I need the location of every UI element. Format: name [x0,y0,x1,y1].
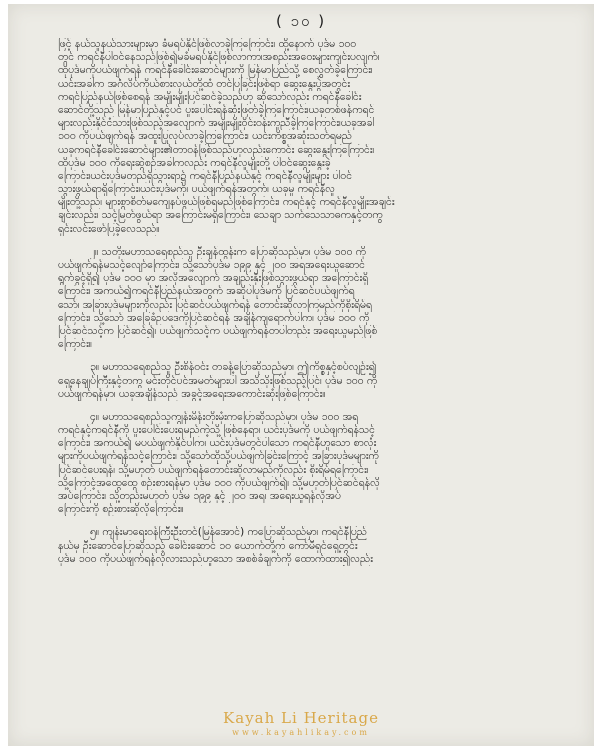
watermark-title: Kayah Li Heritage [223,709,379,727]
text-line: အပ်ကြောင်း၊ သို့တည်းမဟုတ် ပုဒ်မ ၁၉၉ နှင့် ၂၀၀ အရ၊ အရေးယူရန်လိုအပ် [58,490,341,502]
text-line: ယခုကရင်နီခေါင်းဆောင်များ၏တာဝန်ဖြစ်သည်ဟုလည်းကောင်း ဆွေးနွေးကြကြောင်း၊ [58,143,375,156]
text-line: ပြင်ဆင်ပေးရန်၊ သို့မဟုတ် ပယ်ဖျက်ရန်တောင်းဆိုလာမည်ကိုလည်း စိုးရိမ်ရကြောင်း၊ [58,463,369,476]
text-line: ၄။ မဟာသရေစည်သူကျွန်းမိန်းတိုးမုံးကပြောဆိုသည်မှာ၊ ပုဒ်မ ၁၀၀ အရ [90,410,359,423]
text-line: ပယ်ဖျက်ရန်မသင့်လျော်ကြောင်း၊ သို့သော်ပုဒ်မ ၁၉၉ နှင့် ၂၀၀ အရအရေးယူဆောင် [58,259,365,271]
text-line: ရွက်ခွင့်ရှိ၍ ပုဒ်မ ၁၀၀ မှာ အလိုအလျောက် အချည်းနှီးဖြစ်သွားဖွယ်ရာ အကြောင်းရှိ [58,272,369,285]
text-line: ၁၀၀ ကိုပယ်ဖျက်ရန် အထူးပြုလုပ်လာခဲ့ကြကြောင်း၊ ယင်းကိစ္စအဆုံးသတ်ရမည် [58,130,353,143]
paragraph-2 [58,246,564,352]
text-line: သော်၊ အခြားပုဒ်မများကိုလည်း ပြင်ဆင်ပယ်ဖျက်ရန် တောင်းဆိုလာကြမည်ကိုစိုးရိမ်ရ [58,298,373,311]
text-line: ကြောင်း။ [58,338,92,351]
text-line: ဖြင့် နယ်သူနယ်သားများမှာ ခံမရပ်နိုင်ဖြစ်လာခဲ့ကြကြောင်း၊ ထို့နောက် ပုဒ်မ ၁၀၀ [58,38,357,50]
text-line: ကြောင်း၊ အကယ်၍ကရင်နီပြည်နယ်အတွက် အဆိုပါပုဒ်မကို ပြင်ဆင်ပယ်ဖျက်ရ [58,285,355,298]
paragraph-4 [58,411,564,517]
text-line: များလည်းနိုင်ငံသားဖြစ်သည့်အလျောက် အမျိုးမျိုးဝိုင်းဝန်းကူညီခဲ့ကြကြောင်း၊ယခုအခါ [58,117,375,130]
paragraph-5 [58,526,564,566]
text-line: ရှေ့နေချုပ်ကြီးနှင့်တကွ မင်းတိုင်ပင်အမတ်များပါ အသိသိုးဖြစ်သည့်ပြင်၊ ပုဒ်မ ၁၀၀ ကို [58,374,378,387]
text-line: တွင် ကရင်နီပါဝင်နေသည်ဖြစ်၍မခံမရပ်နိုင်ဖြစ်လာကာ၊အစည်းအဝေးများကျင်းပလျက်၊ [58,51,380,64]
document-body [58,38,564,576]
text-line: ချင်းလည်း၊ သင့်မြတ်ဖွယ်ရာ အကြောင်းမရှိကြောင်း၊ သေချာ သက်သေသာဓကနှင့်တကွ [58,209,383,222]
text-line: ၃။ မဟာသရေစည်သူ ဦးစိန်ဝင်း တခန့်ပြောဆိုသည်မှာ၊ ဤကိစ္စနှင့်စပ်လျဉ်း၍ [90,361,377,374]
text-line: ပယ်ဖျက်ရန်မှာ၊ ယခုအချိန်သည် အခွင့်အရေးအကောင်းဆုံးဖြစ်ကြောင်း။ [58,387,326,400]
text-line: ကြောင်း၊ယင်းပုဒ်မတည်ရှိသွားရာ၌ ကရင်နီပြည်နယ်နှင့် ကရင်နီလူမျိုးများ ပါဝင် [58,169,353,182]
page-number: ( ၁၀ ) [275,12,327,30]
text-line: ကရင်နှင့်ကရင်နီကို ပူးပေါင်းပေးရမည်ကဲ့သို့ ဖြစ်နေရာ၊ ယင်းပုဒ်မကို ပယ်ဖျက်ရန်သင့် [58,424,375,437]
text-line: ပြင်ဆင်သင့်က ပြင်ဆင်၍၊ ပယ်ဖျက်သင့်က ပယ်ဖျက်ရန်တပါတည်း အရေးယူမည်ဖြစ် [58,324,378,337]
text-line: မျိုးတို့သည်၊ များစွာစိတ်မကျေနပ်ဖွယ်ဖြစ်ရမည်ဖြစ်ကြောင်း၊ ကရင်နှင့် ကရင်နီလူမျိုးအချင်း [58,196,395,209]
watermark-url: www.kayahlikay.com [232,728,370,737]
text-line: ထိုပုဒ်မ ၁၀၀ ကိုရေးဆွဲစဉ်အခါကလည်း ကရင်နီလူမျိုးတို့ ပါဝင်ဆွေးနွေးခဲ့ [58,156,331,169]
text-line: ဆောင်တို့သည် မြန်မာပြည်နှင့်ပင် ပူးပေါင်းရန်ဆုံးဖြတ်ခဲ့ကြကြောင်း၊ယခုတစ်ဖန်ကရင် [58,103,375,116]
text-line: ကရင်ပြည်နယ်ဖြစ်စေရန် အမျိုးမျိုးပြင်ဆင်ခဲ့သည်ဟု ဆိုသော်လည်း ကရင်နီခေါင်း [58,90,362,103]
text-line: ရှင်းလင်းဖော်ပြခဲ့လေသည်။ [58,222,160,235]
text-line: ၅။ ကျန်းမာရေးဝန်ကြီးဦးတင်(မြန်အောင်) ကပြောဆိုသည်မှာ၊ ကရင်နီပြည် [90,526,368,539]
paragraph-1 [58,38,564,236]
text-line: ကြောင်း၊ သို့သော် အခြေခံဥပဒေကိုပြင်ဆင်ရန် အချိန်ကျရောက်ပါက၊ ပုဒ်မ ၁၀၀ ကို [58,311,370,324]
paragraph-3 [58,361,564,401]
text-line: သို့ကြောင့်အထွေထွေ စဉ်းစားရန်မှာ ပုဒ်မ ၁၀၀ ကိုပယ်ဖျက်၍၊ သို့မဟုတ်ပြင်ဆင်ရန်လို [58,476,380,489]
text-line: များကိုပယ်ဖျက်ရန်သင့်ကြောင်း၊ သို့သော်ထိုသို့ပယ်ဖျက်ခြင်းကြောင့် အခြားပုဒ်မများကို [58,450,379,463]
document-page [8,4,594,746]
text-line: ကြောင်းကို စဉ်းစားဆိုလိုကြောင်း။ [58,503,184,516]
text-line: ပုဒ်မ ၁၀၀ ကိုပယ်ဖျက်ရန်လိုလားသည်ဟူသော အစစ်ခံချက်ကို ထောက်ထား၍လည်း [58,552,373,565]
text-line: ၂။ သတိုးမဟာသရေစည်သူ ဦးချန်ထွန်းက ပြောဆိုသည်မှာ၊ ပုဒ်မ ၁၀၀ ကို [90,245,366,258]
text-line: နယ်မှ ဦးဆောင်ပြောဆိုသည့် ခေါင်းဆောင် ၁၀ ယောက်တို့က ကော်မီရှင်ရှေ့တွင်း [58,539,358,552]
text-line: သွားဖွယ်ရာရှိကြောင်း၊ယင်းပုဒ်မကို၊ ပယ်ဖျက်ရန်အတွက်၊ ယခုမူ ကရင်နီလူ [58,183,336,196]
text-line: ထိုပုဒ်မကိုပယ်ဖျက်ရန် ကရင်နီခေါင်းဆောင်များကို မြန်မာပြည်သို့ စေလွှတ်ခဲ့ကြောင်း၊ [58,64,373,77]
text-line: ယင်းအခါက အင်္ဂလိပ်ကိုယ်စားလှယ်တို့ထံ တင်ပြခြင်းဖြစ်ရာ ဆွေးနွေးပွဲအတွင်း [58,77,350,90]
text-line: ကြောင်း၊ အကယ်၍ မပယ်ဖျက်နိုင်ပါက၊ ယင်းပုဒ်မတွင်ပါသော ကရင်နီဟူသော စာလုံး [58,437,377,450]
